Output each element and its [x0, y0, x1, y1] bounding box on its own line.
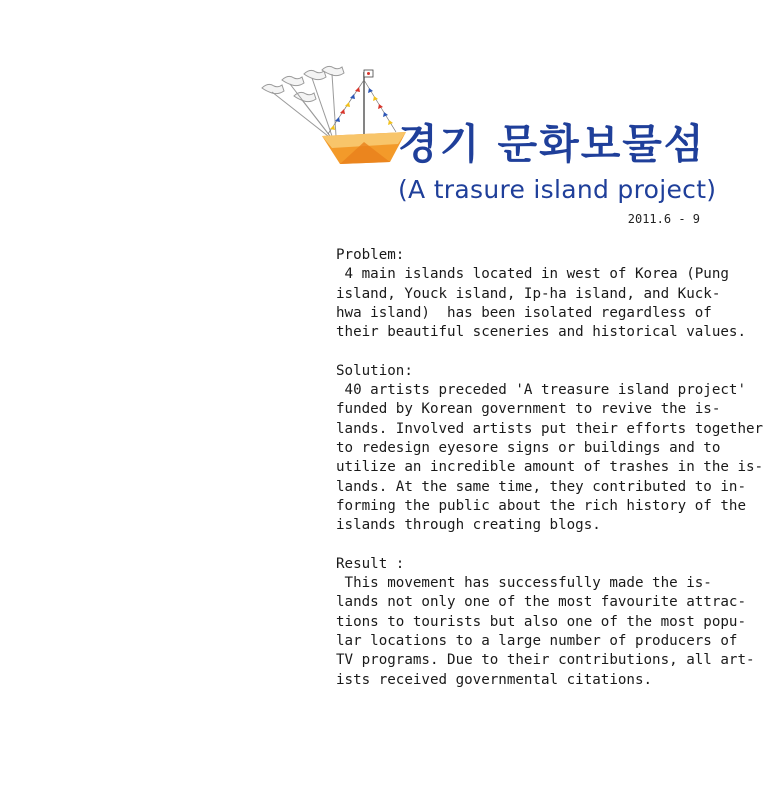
- result-section: [336, 555, 755, 690]
- page-title-korean: 경기 문화보물섬: [398, 120, 706, 168]
- problem-section: [336, 246, 746, 342]
- section-paragraph: 4 main islands located in west of Korea (Pung island, Youck island, Ip-ha island, and Kuck- hwa island) has been isolated regardless of their beautiful sceneries and historical values.: [336, 266, 746, 341]
- section-heading: Problem:: [336, 247, 405, 263]
- bunting-flags: [328, 80, 396, 134]
- kite-icon: [262, 66, 344, 136]
- section-heading: Solution:: [336, 362, 413, 379]
- solution-section: [336, 362, 764, 536]
- project-date: 2011.6 - 9: [627, 212, 700, 226]
- section-paragraph: This movement has successfully made the is- lands not only one of the most favourite attrac- tions to tourists but also one of the most popu- lar locations to a large number of producers of TV programs. Due to their contributions, all art- ists received governmental citations.: [336, 575, 755, 688]
- page-title-english: (A trasure island project): [398, 175, 717, 204]
- section-heading: Result :: [336, 555, 405, 572]
- article-body: [336, 246, 764, 709]
- boat-hull-icon: [322, 132, 406, 164]
- section-paragraph: 40 artists preceded 'A treasure island project' funded by Korean government to revive the is- lands. Involved artists put their efforts together to redesign eyesore signs or buildings and to utilize an incredible amount of trashes in the is- lands. At the same time, they contributed to in- forming the public about the rich history of the islands through creating blogs.: [336, 382, 764, 534]
